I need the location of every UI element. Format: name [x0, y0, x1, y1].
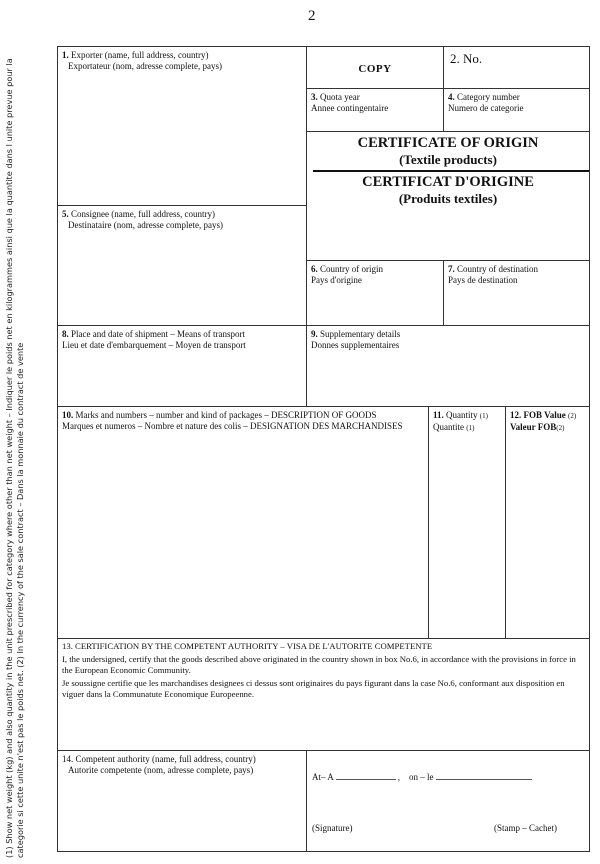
box-3-quota-year[interactable]	[306, 88, 444, 132]
title-fr: CERTIFICAT D'ORIGINE	[362, 174, 534, 190]
box-11-quantity[interactable]	[428, 406, 506, 639]
box-6-label-fr: Pays d'origine	[311, 275, 362, 285]
box-12-note-en: (2)	[568, 412, 577, 420]
box-4-label-fr: Numero de categorie	[448, 103, 524, 113]
box-12-label-en: FOB Value	[523, 410, 566, 420]
box-1-number: 1.	[62, 50, 69, 60]
box-5-number: 5.	[62, 209, 69, 219]
box-3-label-fr: Annee contingentaire	[311, 103, 389, 113]
box-14-number: 14.	[62, 754, 74, 764]
box-13-text-fr: Je soussigne certifie que les marchandises designees ci dessus sont originaires du pays figurant dans la case No.6, conformant aux disposition en viguer dans la Communatute Economique Europeenne.	[62, 678, 565, 699]
box-14-label	[58, 751, 306, 779]
box-10-label-fr: Marques et numeros – Nombre et nature des colis – DESIGNATION DES MARCHANDISES	[62, 421, 403, 431]
box-12-number: 12.	[510, 410, 522, 420]
box-8-label-fr: Lieu et date d'embarquement – Moyen de transport	[62, 340, 246, 350]
box-13-text-en: I, the undersigned, certify that the goods described above originated in the country shown in box No.6, in accordance with the provisions in force in the European Economic Community.	[62, 654, 576, 675]
box-2-number[interactable]	[443, 46, 590, 89]
box-6-country-origin[interactable]	[306, 260, 444, 326]
box-13-heading	[58, 639, 589, 654]
at-label: At– A	[312, 772, 334, 782]
box-14-label-fr: Autorite competente (nom, adresse complete, pays)	[68, 765, 254, 775]
box-5-label-en: Consignee (name, full address, country)	[71, 209, 215, 219]
title-divider	[313, 170, 589, 172]
box-7-number: 7.	[448, 264, 455, 274]
signature-area	[306, 750, 590, 852]
stamp-label: (Stamp – Cachet)	[494, 823, 557, 833]
box-9-supplementary[interactable]	[306, 325, 590, 407]
box-13-heading-text: CERTIFICATION BY THE COMPETENT AUTHORITY – VISA DE L'AUTORITE COMPETENTE	[75, 641, 433, 651]
box-3-number: 3.	[311, 92, 318, 102]
box-2-label: 2. No.	[450, 51, 483, 66]
box-9-label-fr: Donnes supplementaires	[311, 340, 400, 350]
box-12-note-fr: (2)	[556, 424, 565, 432]
box-14-label-en: Competent authority (name, full address, country)	[75, 754, 256, 764]
box-10-description[interactable]	[57, 406, 429, 639]
box-8-shipment[interactable]	[57, 325, 307, 407]
box-11-label-en: Quantity	[446, 410, 478, 420]
footnote-line-1: (1) Show net weight (kg) and also quantity in the unit prescribed for category where other than net weight – Indiquer le poids net en kilogrammes ainsi que la quantite dans l unite prevue pour la	[4, 58, 14, 858]
box-1-exporter[interactable]	[57, 46, 307, 206]
box-4-number: 4.	[448, 92, 455, 102]
box-5-label-fr: Destinataire (nom, adresse complete, pays)	[68, 220, 223, 230]
box-10-number: 10.	[62, 410, 74, 420]
box-1-label-en: Exporter (name, full address, country)	[71, 50, 209, 60]
box-7-country-destination[interactable]	[443, 260, 590, 326]
box-6-label-en: Country of origin	[320, 264, 383, 274]
box-14-competent-authority[interactable]	[57, 750, 307, 852]
place-field[interactable]	[336, 771, 396, 780]
box-12-label	[506, 407, 589, 437]
box-8-label	[58, 326, 306, 354]
box-11-note-en: (1)	[479, 412, 488, 420]
box-4-category[interactable]	[443, 88, 590, 132]
signature-label: (Signature)	[312, 823, 353, 833]
box-4-label	[444, 89, 589, 117]
title-en: CERTIFICATE OF ORIGIN	[357, 135, 539, 151]
box-8-label-en: Place and date of shipment – Means of transport	[71, 329, 245, 339]
box-11-label-fr: Quantite	[433, 422, 464, 432]
box-11-label	[429, 407, 505, 437]
box-7-label-en: Country of destination	[457, 264, 538, 274]
box-12-fob-value[interactable]	[505, 406, 590, 639]
box-6-label	[307, 261, 443, 289]
box-1-label-fr: Exportateur (nom, adresse complete, pays)	[68, 61, 222, 71]
box-7-label-fr: Pays de destination	[448, 275, 518, 285]
box-6-number: 6.	[311, 264, 318, 274]
box-1-label	[58, 47, 306, 75]
box-9-number: 9.	[311, 329, 318, 339]
footnote-line-2: categorie si cette unite n'est pas le poids net. (2) In the currency of the sale contract – Dans la monnaie du contract de vente	[15, 342, 25, 858]
page-number: 2	[308, 8, 316, 24]
box-3-label	[307, 89, 443, 117]
box-13-certification	[57, 638, 590, 751]
box-7-label	[444, 261, 589, 289]
box-4-label-en: Category number	[457, 92, 520, 102]
box-11-number: 11.	[433, 410, 444, 420]
box-8-number: 8.	[62, 329, 69, 339]
box-5-label	[58, 206, 306, 234]
on-label: on – le	[409, 772, 434, 782]
box-10-label	[58, 407, 428, 435]
place-date-line: At– A , on – le	[312, 771, 532, 782]
box-12-label-fr: Valeur FOB	[510, 422, 557, 432]
copy-box	[306, 46, 444, 89]
box-9-label-en: Supplementary details	[320, 329, 401, 339]
box-13-number: 13.	[62, 641, 73, 651]
box-11-note-fr: (1)	[466, 424, 475, 432]
subtitle-en: (Textile products)	[399, 152, 497, 167]
subtitle-fr: (Produits textiles)	[398, 191, 498, 206]
box-10-label-en: Marks and numbers – number and kind of packages – DESCRIPTION OF GOODS	[75, 410, 377, 420]
certificate-title-block	[306, 131, 590, 261]
box-9-label	[307, 326, 589, 354]
footnote-side-text	[4, 58, 26, 858]
copy-label: COPY	[358, 63, 392, 75]
box-3-label-en: Quota year	[320, 92, 360, 102]
date-field[interactable]	[436, 771, 532, 780]
box-5-consignee[interactable]	[57, 205, 307, 326]
